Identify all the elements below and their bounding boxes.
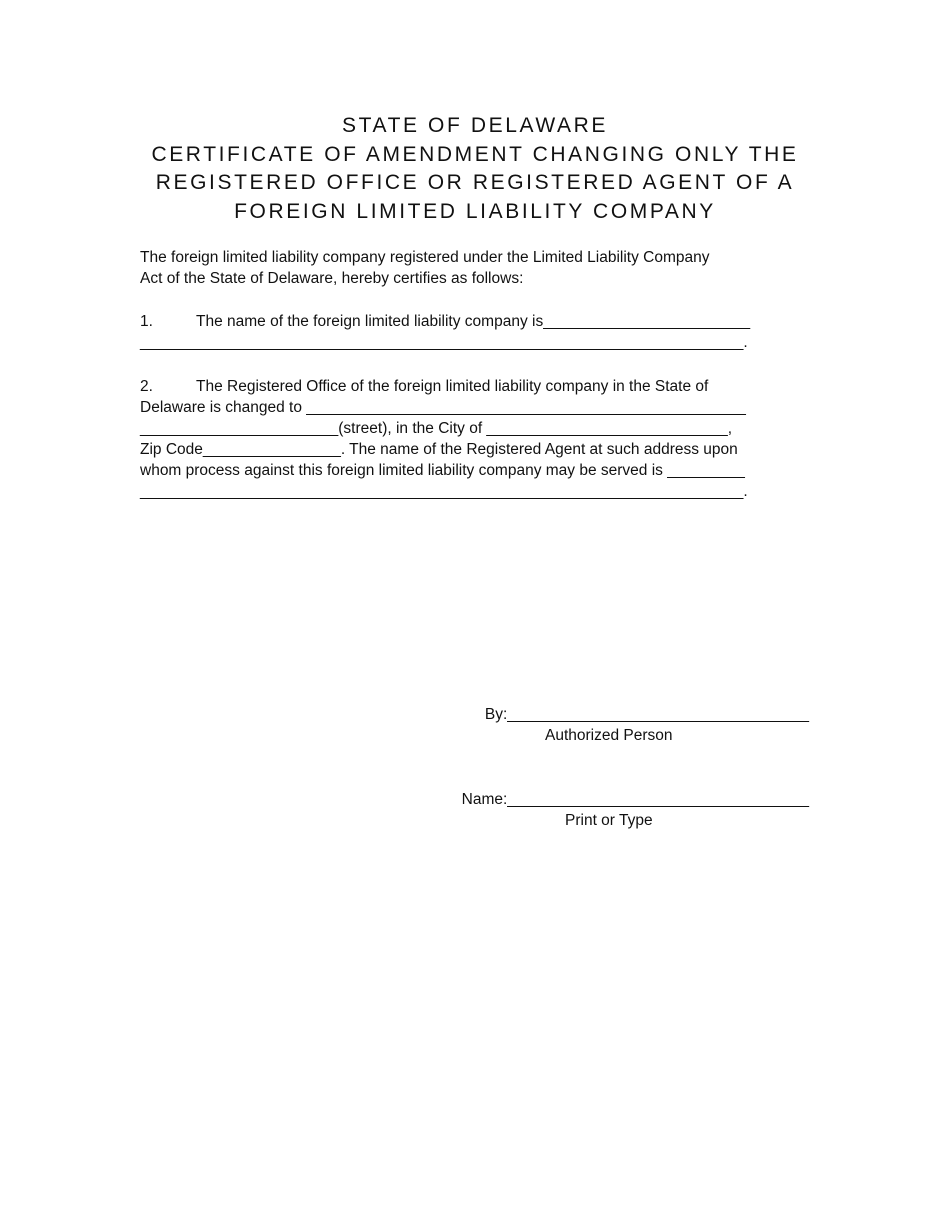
registered-agent-field[interactable]: whom process against this foreign limited liability company may be served is _________ — [140, 462, 745, 479]
zip-code-field[interactable]: Zip Code________________. The name of the Registered Agent at such address upon — [140, 441, 738, 458]
authorized-person-caption: Authorized Person — [545, 727, 673, 744]
intro-line-1: The foreign limited liability company registered under the Limited Liability Company — [140, 249, 710, 266]
registered-office-field[interactable]: Delaware is changed to ___________________________________________________ — [140, 399, 746, 416]
signature-by-field[interactable]: By:___________________________________ — [484, 706, 809, 723]
registered-agent-field-continued[interactable]: ______________________________________________________________________. — [140, 483, 748, 500]
item-2-line-1 — [140, 376, 815, 397]
item-1-company-name — [140, 311, 815, 353]
title-line-registered: REGISTERED OFFICE OR REGISTERED AGENT OF A — [155, 171, 795, 194]
intro-paragraph — [140, 247, 815, 289]
item-2-text: The Registered Office of the foreign limited liability company in the State of — [196, 378, 709, 395]
street-city-field[interactable]: _______________________(street), in the City of ____________________________, — [140, 420, 733, 437]
document-title — [140, 112, 810, 226]
title-line-company: FOREIGN LIMITED LIABILITY COMPANY — [234, 199, 716, 223]
title-line-state: STATE OF DELAWARE — [342, 114, 608, 137]
title-line-certificate: CERTIFICATE OF AMENDMENT CHANGING ONLY THE — [151, 142, 799, 166]
company-name-field-continued[interactable]: ______________________________________________________________________. — [140, 334, 748, 351]
item-2-registered-office — [140, 376, 815, 502]
item-1-number: 1. — [140, 313, 153, 330]
intro-line-2: Act of the State of Delaware, hereby certifies as follows: — [140, 270, 524, 287]
signature-name-field[interactable]: Name:___________________________________ — [461, 791, 809, 808]
item-2-number: 2. — [140, 378, 153, 395]
item-1-line-1 — [140, 311, 815, 332]
print-or-type-caption: Print or Type — [565, 812, 653, 829]
company-name-field[interactable]: The name of the foreign limited liability company is________________________ — [196, 313, 751, 330]
